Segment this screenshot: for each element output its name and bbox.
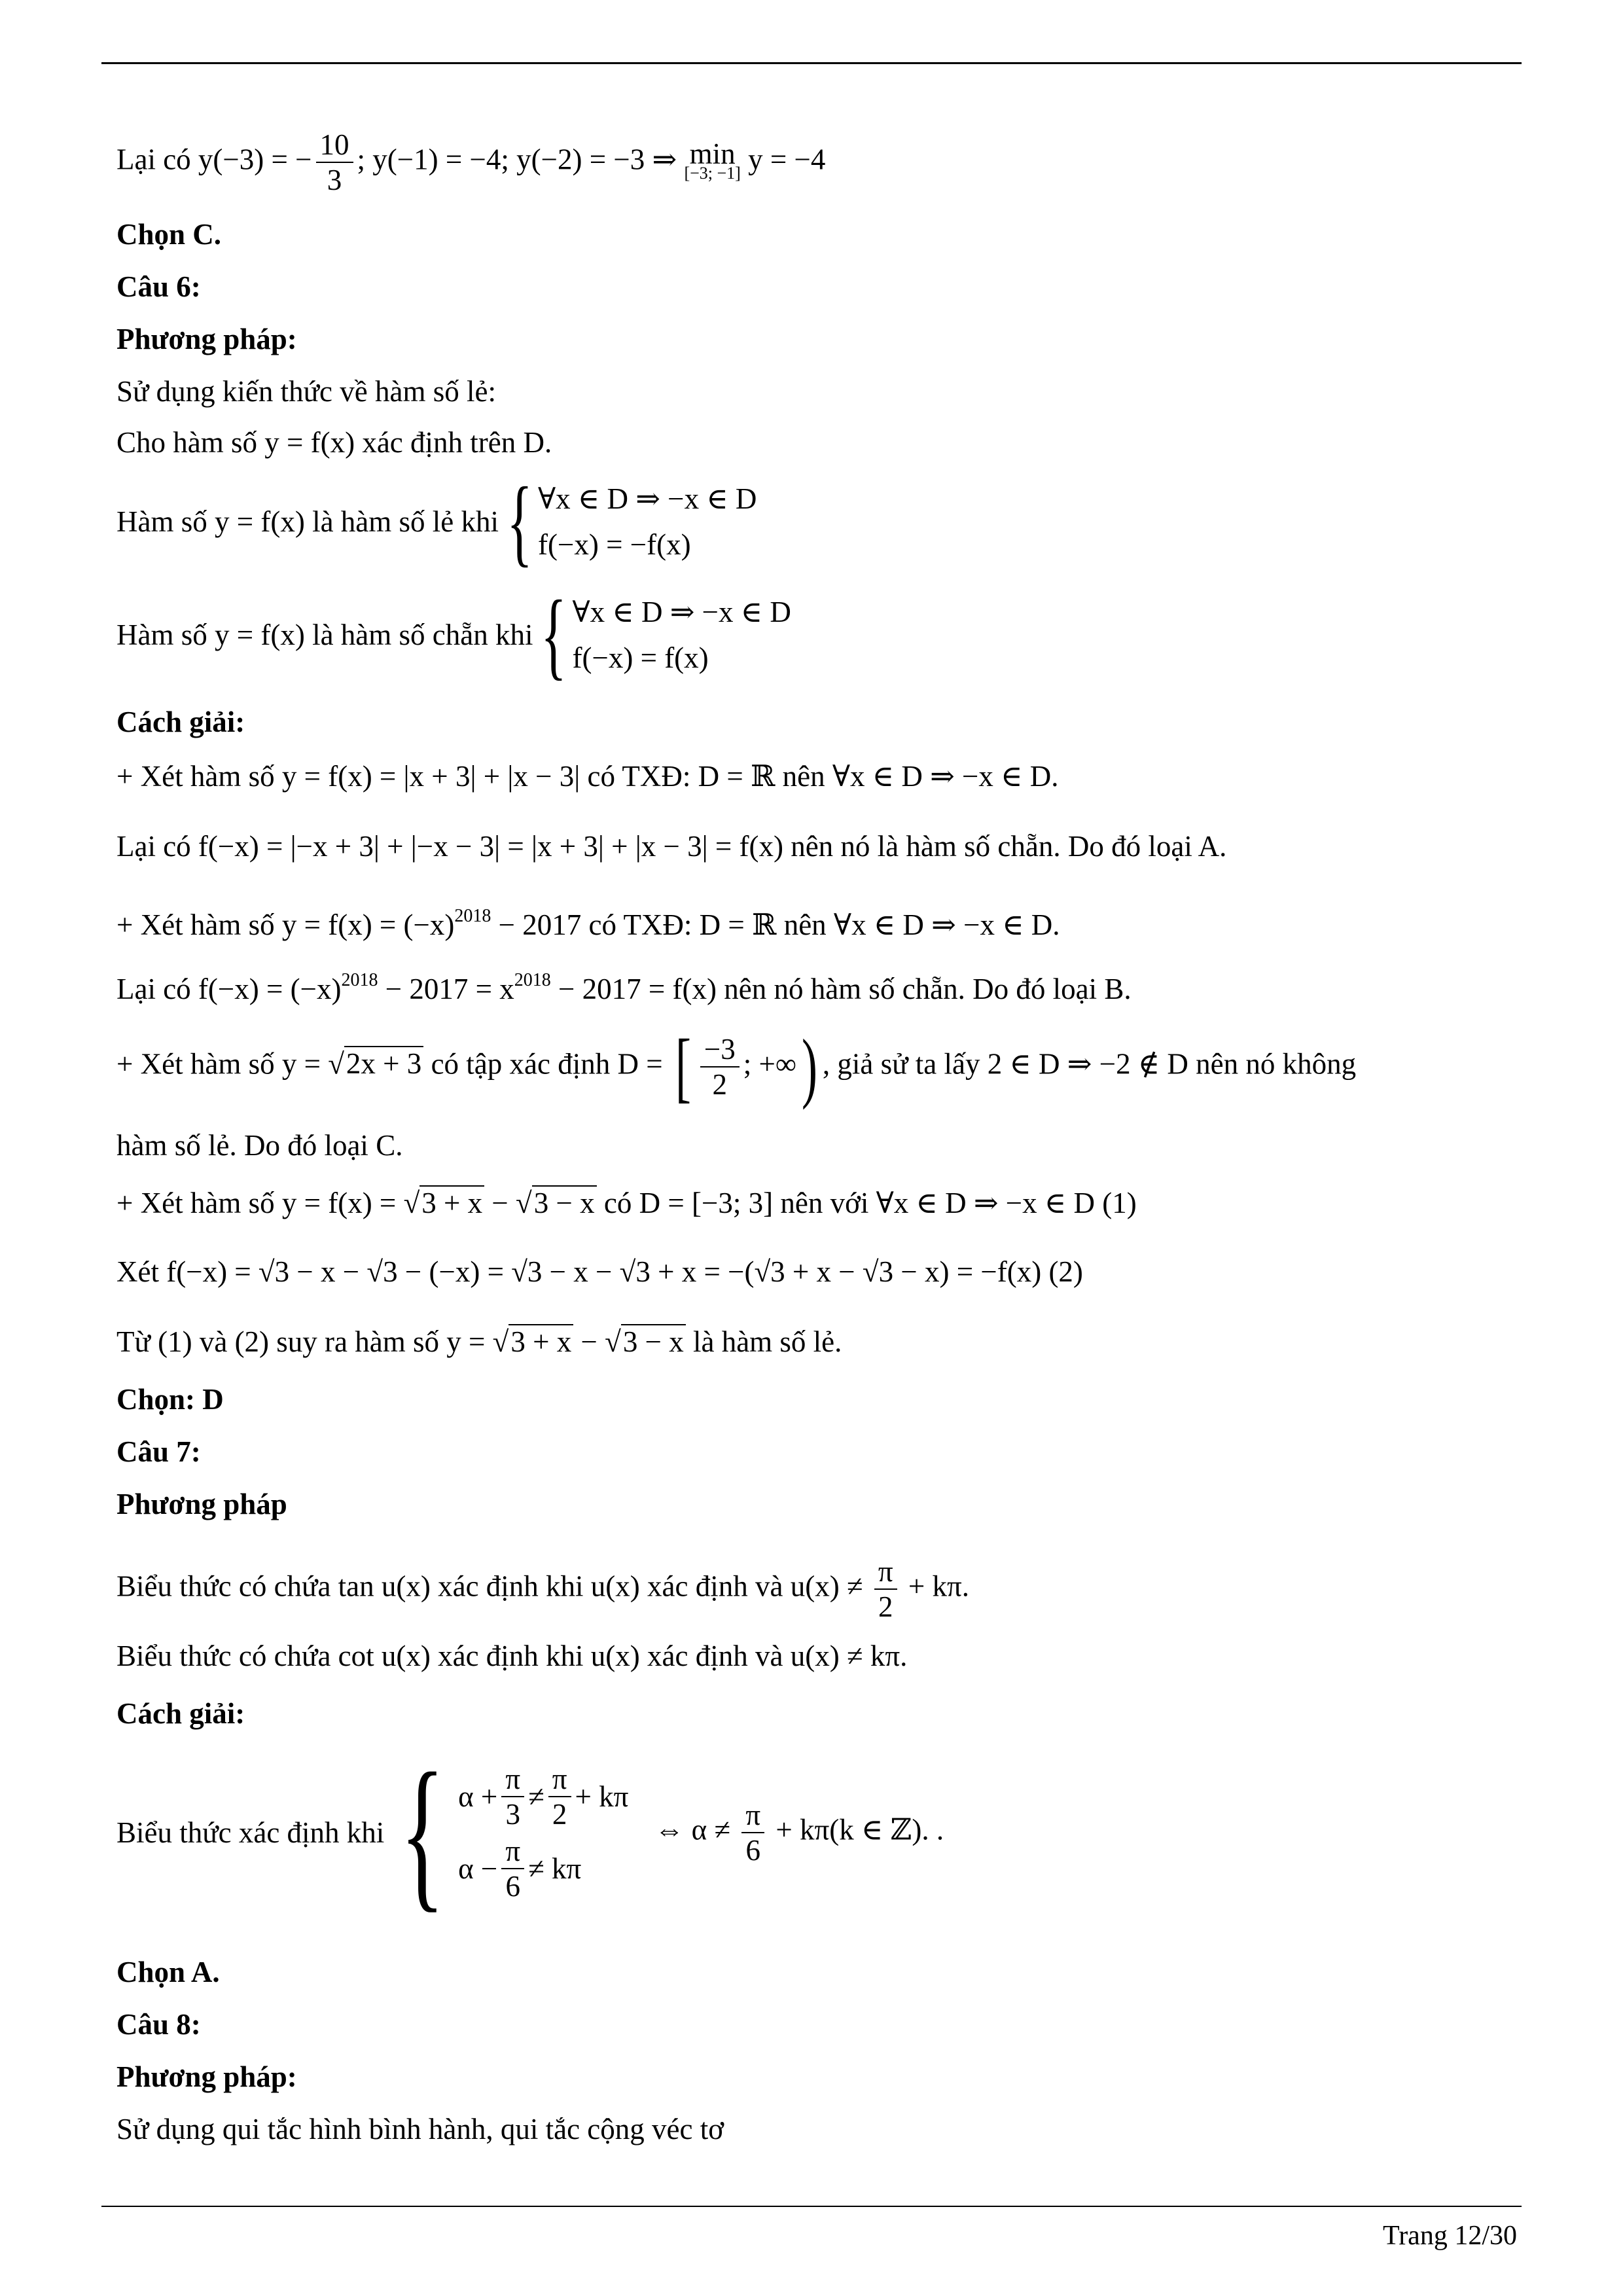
denominator: 2 <box>552 1798 567 1831</box>
denominator: 3 <box>327 164 342 196</box>
fraction <box>874 1554 897 1624</box>
sqrt-icon: √ <box>516 1187 532 1219</box>
radicand: 3 − x <box>532 1185 597 1219</box>
method-heading: Phương pháp <box>116 1488 287 1520</box>
question-8-heading: Câu 8: <box>116 2008 201 2041</box>
numerator: π <box>501 1762 524 1797</box>
text: ≠ <box>528 1780 544 1813</box>
solution-heading: Cách giải: <box>116 706 245 738</box>
line-min-value <box>116 128 825 197</box>
header-rule <box>101 62 1522 64</box>
denominator: 3 <box>505 1798 520 1831</box>
solution-step: hàm số lẻ. Do đó loại C. <box>116 1129 403 1162</box>
solution-step: + Xét hàm số y = f(x) = |x + 3| + |x − 3| có TXĐ: D = ℝ nên ∀x ∈ D ⇒ −x ∈ D. <box>116 760 1059 793</box>
sqrt-icon: √ <box>328 1047 344 1081</box>
sqrt-icon: √ <box>492 1325 509 1358</box>
text: − 2017 = x <box>378 973 514 1005</box>
radicand: 3 + x <box>508 1324 573 1358</box>
question-6-heading: Câu 6: <box>116 270 201 303</box>
text: + Xét hàm số y = f(x) = <box>116 1187 404 1219</box>
text: ; +∞ <box>743 1047 796 1081</box>
answer-a: Chọn A. <box>116 1956 220 1988</box>
min-subscript: [−3; −1] <box>684 164 741 183</box>
text: ≠ kπ <box>528 1852 582 1885</box>
radicand: 2x + 3 <box>344 1046 423 1080</box>
text: − <box>573 1325 605 1358</box>
odd-function-definition <box>116 467 757 576</box>
text: có D = [−3; 3] nên với ∀x ∈ D ⇒ −x ∈ D (1) <box>596 1187 1137 1219</box>
system-row: f(−x) = f(x) <box>572 641 709 674</box>
solution-step <box>116 1185 1137 1221</box>
exponent: 2018 <box>454 906 491 926</box>
system-rows <box>538 476 757 567</box>
brace-icon: { <box>400 1738 446 1927</box>
text: − <box>484 1187 516 1219</box>
text: − 2017 = f(x) nên nó hàm số chẵn. Do đó loại B. <box>550 973 1132 1005</box>
page-number: Trang 12/30 <box>1383 2221 1517 2251</box>
text: Hàm số y = f(x) là hàm số lẻ khi <box>116 505 499 538</box>
solution-step: Lại có f(−x) = |−x + 3| + |−x − 3| = |x + 3| + |x − 3| = f(x) nên nó là hàm số chẵn. Do đó loại A. <box>116 830 1227 863</box>
method-heading: Phương pháp: <box>116 2060 297 2093</box>
system <box>116 1738 944 1927</box>
text: − 2017 có TXĐ: D = ℝ nên ∀x ∈ D ⇒ −x ∈ D. <box>491 908 1060 941</box>
even-function-definition <box>116 581 791 689</box>
text: ; y(−1) = −4; y(−2) = −3 ⇒ <box>357 143 685 176</box>
system-row <box>458 1833 628 1905</box>
paren-right-icon: ) <box>801 1023 817 1110</box>
text: là hàm số lẻ. <box>685 1325 842 1358</box>
fraction <box>700 1032 740 1102</box>
fraction <box>501 1762 524 1831</box>
system-row: f(−x) = −f(x) <box>538 528 691 561</box>
text: Lại có f(−x) = (−x) <box>116 973 342 1005</box>
numerator: π <box>501 1834 524 1869</box>
fraction <box>316 128 353 197</box>
text: + kπ <box>575 1780 629 1813</box>
method-text: Cho hàm số y = f(x) xác định trên D. <box>116 426 552 459</box>
denominator: 6 <box>505 1870 520 1903</box>
fraction <box>548 1762 571 1831</box>
text: + kπ. <box>901 1570 969 1603</box>
method-text: Sử dụng kiến thức về hàm số lẻ: <box>116 375 496 408</box>
solution-step: Xét f(−x) = √3 − x − √3 − (−x) = √3 − x − √3 + x = −(√3 + x − √3 − x) = −f(x) (2) <box>116 1255 1083 1288</box>
numerator: π <box>874 1554 897 1590</box>
denominator: 2 <box>712 1068 727 1101</box>
text: + kπ(k ∈ ℤ). . <box>768 1813 944 1846</box>
text: Lại có y(−3) = − <box>116 143 312 176</box>
text: α + <box>458 1780 498 1813</box>
system-row: ∀x ∈ D ⇒ −x ∈ D <box>572 596 791 628</box>
min-label: min <box>689 137 736 170</box>
radicand: 3 − x <box>621 1324 686 1358</box>
footer-rule <box>101 2206 1522 2207</box>
method-heading: Phương pháp: <box>116 323 297 355</box>
numerator: π <box>741 1798 764 1833</box>
solution-heading: Cách giải: <box>116 1697 245 1730</box>
system <box>116 467 757 576</box>
method-text: Sử dụng qui tắc hình bình hành, qui tắc cộng véc tơ <box>116 2113 724 2145</box>
denominator: 2 <box>878 1590 893 1623</box>
bracket-left-icon: [ <box>675 1023 691 1110</box>
condition-system <box>116 1738 944 1927</box>
text: có tập xác định D = <box>423 1047 670 1081</box>
solution-step <box>116 898 1060 943</box>
numerator: 10 <box>316 128 353 163</box>
numerator: −3 <box>700 1032 740 1067</box>
question-7-heading: Câu 7: <box>116 1435 201 1468</box>
text: Biểu thức xác định khi <box>116 1816 385 1849</box>
text: ⇔ α ≠ <box>654 1813 738 1846</box>
sqrt-icon: √ <box>403 1187 420 1219</box>
system-rows <box>458 1761 628 1905</box>
equivalence <box>654 1798 944 1867</box>
text: + Xét hàm số y = <box>116 1047 329 1081</box>
answer-c: Chọn C. <box>116 218 222 251</box>
numerator: π <box>548 1762 571 1797</box>
system-row: ∀x ∈ D ⇒ −x ∈ D <box>538 482 757 515</box>
system-rows <box>572 589 791 681</box>
method-text <box>116 1554 969 1624</box>
exponent: 2018 <box>514 970 551 990</box>
text: Biểu thức có chứa tan u(x) xác định khi u(x) xác định và u(x) ≠ <box>116 1570 870 1603</box>
denominator: 6 <box>745 1834 760 1867</box>
min-operator <box>684 137 741 183</box>
text: Từ (1) và (2) suy ra hàm số y = <box>116 1325 493 1358</box>
text: α − <box>458 1852 498 1885</box>
solution-step <box>116 962 1132 1007</box>
sqrt-icon: √ <box>605 1325 621 1358</box>
text: Hàm số y = f(x) là hàm số chẵn khi <box>116 619 533 651</box>
radicand: 3 + x <box>419 1185 484 1219</box>
text: y = −4 <box>740 143 826 176</box>
exponent: 2018 <box>341 970 378 990</box>
fraction <box>741 1798 764 1867</box>
text: + Xét hàm số y = f(x) = (−x) <box>116 908 455 941</box>
fraction <box>501 1834 524 1903</box>
brace-icon: { <box>507 467 533 576</box>
system <box>116 581 791 689</box>
method-text: Biểu thức có chứa cot u(x) xác định khi u(x) xác định và u(x) ≠ kπ. <box>116 1640 908 1672</box>
system-row <box>458 1761 628 1833</box>
brace-icon: { <box>541 581 567 689</box>
solution-step <box>116 1023 1357 1110</box>
answer-d: Chọn: D <box>116 1383 224 1416</box>
solution-step <box>116 1323 842 1360</box>
text: , giả sử ta lấy 2 ∈ D ⇒ −2 ∉ D nên nó không <box>822 1047 1357 1081</box>
